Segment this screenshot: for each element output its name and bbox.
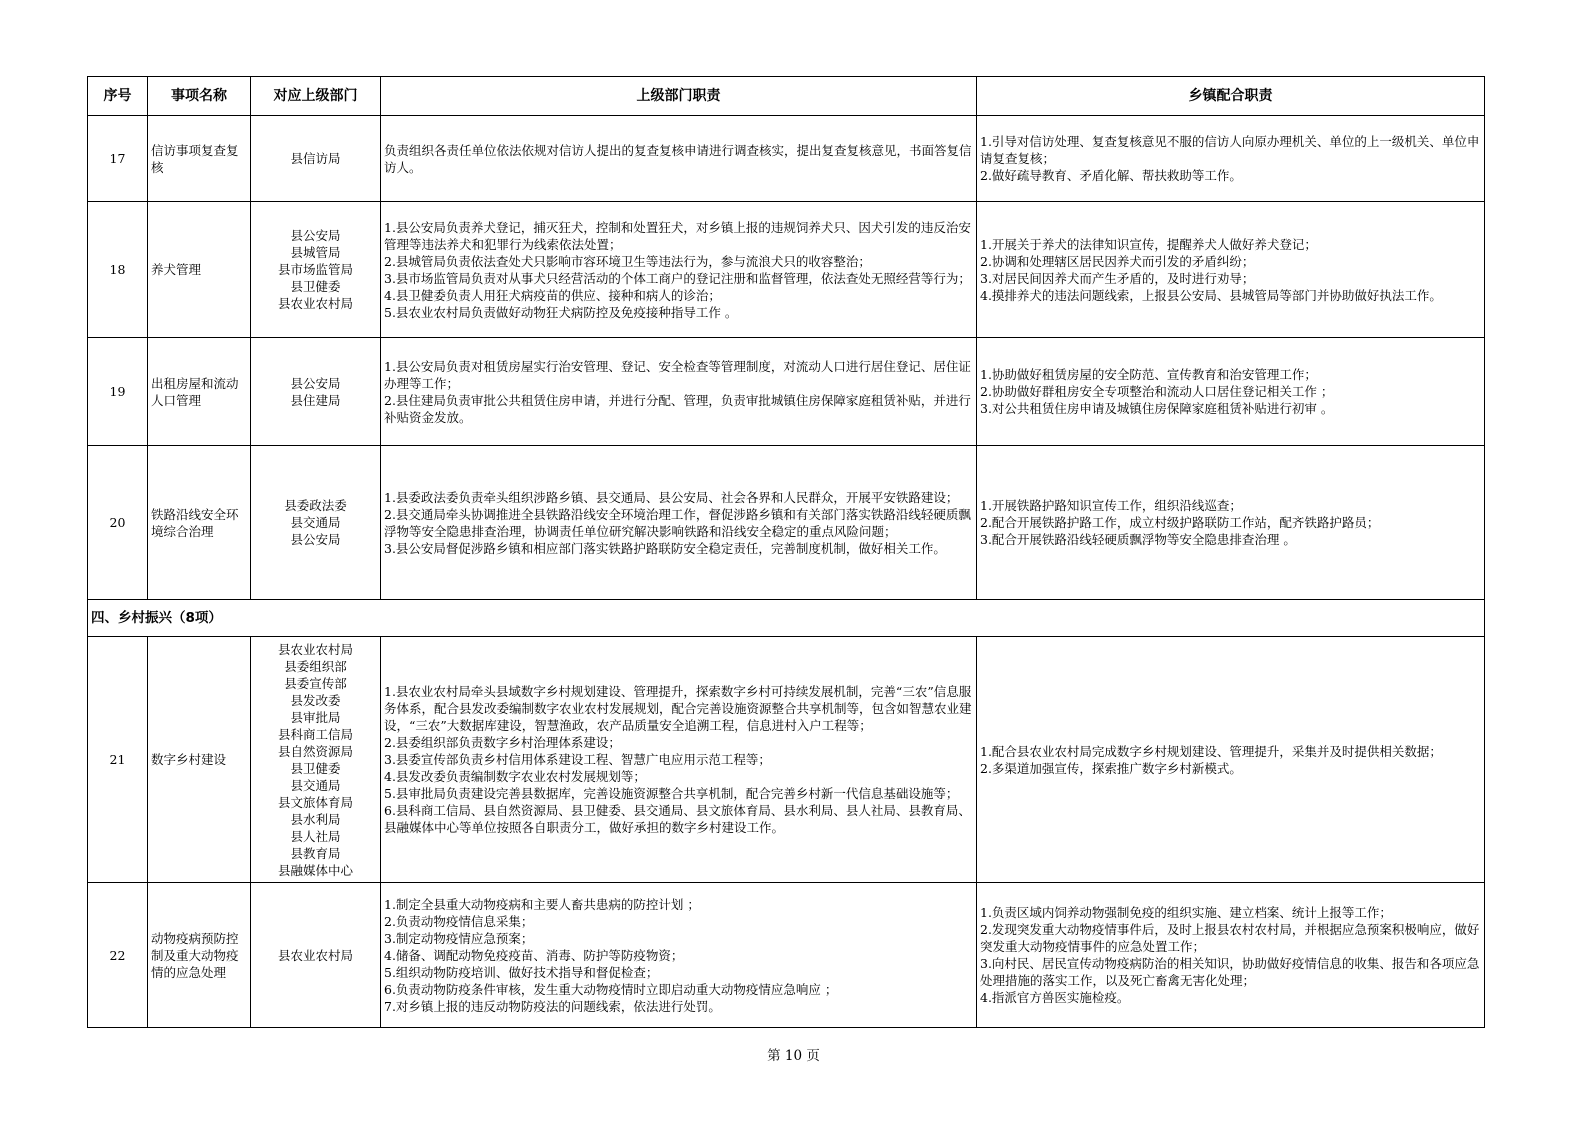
table-row (88, 116, 1485, 202)
duty-cell (381, 637, 977, 883)
dept-name: 县交通局 (290, 777, 341, 793)
dept-name: 县委政法委 (284, 498, 347, 513)
coop-item: 1.协助做好租赁房屋的安全防范、宣传教育和治安管理工作； (980, 367, 1317, 382)
table-body-1 (88, 116, 1485, 600)
coop-item: 2.配合开展铁路护路工作，成立村级护路联防工作站，配齐铁路护路员； (980, 515, 1380, 530)
table-row (88, 637, 1485, 883)
dept-name: 县文旅体育局 (277, 794, 353, 810)
dept-name: 县发改委 (290, 692, 341, 708)
duty-item: 6.县科商工信局、县自然资源局、县卫健委、县交通局、县文旅体育局、县水利局、县人社局、县教育局、县融媒体中心等单位按照各自职责分工，做好承担的数字乡村建设工作。 (384, 803, 971, 835)
row-number: 21 (88, 637, 148, 883)
dept-name: 县交通局 (290, 515, 341, 530)
duty-item: 1.制定全县重大动物疫病和主要人畜共患病的防控计划 ； (384, 896, 700, 912)
duty-item: 2.县交通局牵头协调推进全县铁路沿线安全环境治理工作，督促涉路乡镇和有关部门落实铁路沿线轻硬质飘浮物等安全隐患排查治理，协调责任单位研究解决影响铁路和沿线安全稳定的重点风险问题； (384, 506, 971, 539)
coop-cell (977, 116, 1485, 202)
item-name: 信访事项复查复核 (148, 116, 251, 202)
dept-name: 县水利局 (290, 811, 341, 827)
section-row (88, 600, 1485, 637)
coop-item: 2.协助做好群租房安全专项整治和流动人口居住登记相关工作 ； (980, 384, 1334, 399)
coop-cell (977, 637, 1485, 883)
duty-cell (381, 116, 977, 202)
coop-item: 3.配合开展铁路沿线轻硬质飘浮物等安全隐患排查治理 。 (980, 532, 1296, 547)
section-body (88, 600, 1485, 637)
item-name: 数字乡村建设 (148, 637, 251, 883)
duty-item: 3.县委宣传部负责乡村信用体系建设工程、智慧广电应用示范工程等； (384, 752, 771, 767)
duty-item: 2.县住建局负责审批公共租赁住房申请，并进行分配、管理，负责审批城镇住房保障家庭租赁补贴，并进行补贴资金发放。 (384, 392, 971, 425)
dept-name: 县科商工信局 (277, 726, 353, 742)
duty-item: 1.县委政法委负责牵头组织涉路乡镇、县交通局、县公安局、社会各界和人民群众，开展平安铁路建设； (384, 489, 959, 505)
table-row (88, 202, 1485, 338)
duty-cell (381, 446, 977, 600)
item-name: 动物疫病预防控制及重大动物疫情的应急处理 (148, 883, 251, 1028)
dept-name: 县农业农村局 (277, 641, 353, 657)
duty-item: 1.县公安局负责养犬登记，捕灭狂犬，控制和处置狂犬，对乡镇上报的违规饲养犬只、因犬引发的违反治安管理等违法养犬和犯罪行为线索依法处置； (384, 219, 971, 252)
dept-name: 县城管局 (290, 245, 341, 260)
row-number: 17 (88, 116, 148, 202)
duty-item: 6.负责动物防疫条件审核，发生重大动物疫情时立即启动重大动物疫情应急响应 ； (384, 981, 838, 997)
dept-name: 县住建局 (290, 392, 341, 408)
dept-name: 县委宣传部 (284, 675, 347, 691)
coop-item: 4.指派官方兽医实施检疫。 (980, 990, 1130, 1005)
dept-name: 县卫健委 (290, 279, 341, 294)
duty-cell (381, 883, 977, 1028)
duty-item: 1.县公安局负责对租赁房屋实行治安管理、登记、安全检查等管理制度，对流动人口进行居住登记、居住证办理等工作； (384, 358, 971, 391)
dept-name: 县卫健委 (290, 760, 341, 776)
row-number: 19 (88, 338, 148, 446)
coop-item: 2.多渠道加强宣传，探索推广数字乡村新模式。 (980, 760, 1242, 776)
dept-cell (251, 202, 381, 338)
dept-name: 县委组织部 (284, 658, 347, 674)
dept-name: 县农业农村局 (277, 947, 353, 963)
item-name: 铁路沿线安全环境综合治理 (148, 446, 251, 600)
dept-name: 县信访局 (290, 151, 341, 166)
row-number: 20 (88, 446, 148, 600)
coop-cell (977, 446, 1485, 600)
duty-item: 4.县卫健委负责人用狂犬病疫苗的供应、接种和病人的诊治； (384, 287, 721, 303)
dept-name: 县公安局 (290, 532, 341, 547)
dept-name: 县公安局 (290, 228, 341, 243)
coop-item: 3.对居民间因养犬而产生矛盾的，及时进行劝导； (980, 270, 1255, 286)
row-number: 18 (88, 202, 148, 338)
coop-item: 2.协调和处理辖区居民因养犬而引发的矛盾纠纷； (980, 253, 1255, 269)
duty-item: 5.组织动物防疫培训、做好技术指导和督促检查； (384, 964, 659, 980)
section-title: 四、乡村振兴（8项） (88, 600, 1485, 637)
page-number: 第 10 页 (767, 1048, 820, 1064)
coop-item: 1.配合县农业农村局完成数字乡村规划建设、管理提升，采集并及时提供相关数据； (980, 743, 1442, 759)
coop-cell (977, 202, 1485, 338)
table-row (88, 446, 1485, 600)
dept-cell (251, 116, 381, 202)
coop-cell (977, 338, 1485, 446)
duty-item: 2.县城管局负责依法查处犬只影响市容环境卫生等违法行为，参与流浪犬只的收容整治； (384, 253, 871, 269)
item-name: 出租房屋和流动人口管理 (148, 338, 251, 446)
dept-name: 县农业农村局 (277, 296, 353, 311)
coop-item: 3.对公共租赁住房申请及城镇住房保障家庭租赁补贴进行初审 。 (980, 401, 1334, 416)
duty-item: 2.县委组织部负责数字乡村治理体系建设； (384, 735, 621, 750)
duty-cell (381, 202, 977, 338)
coop-item: 1.负责区域内饲养动物强制免疫的组织实施、建立档案、统计上报等工作； (980, 905, 1392, 920)
header-name: 事项名称 (148, 77, 251, 116)
table-body-2 (88, 637, 1485, 1028)
duty-item: 1.县农业农村局牵头县域数字乡村规划建设、管理提升，探索数字乡村可持续发展机制，完善“三农”信息服务体系，配合县发改委编制数字农业农村发展规划，配合完善设施资源整合共享机制等，包含如智慧农业建设，“三农”大数据库建设，智慧渔政，农产品质量安全追溯工程，信息进村入户工程等； (384, 684, 972, 733)
header-dept: 对应上级部门 (251, 77, 381, 116)
header-duty: 上级部门职责 (381, 77, 977, 116)
duty-cell (381, 338, 977, 446)
dept-name: 县教育局 (290, 845, 341, 861)
header-num: 序号 (88, 77, 148, 116)
dept-name: 县人社局 (290, 828, 341, 844)
duty-item: 3.制定动物疫情应急预案； (384, 930, 534, 946)
dept-cell (251, 338, 381, 446)
table-row (88, 338, 1485, 446)
dept-name: 县市场监管局 (277, 262, 353, 277)
duty-item: 5.县审批局负责建设完善县数据库，完善设施资源整合共享机制，配合完善乡村新一代信息基础设施等； (384, 786, 959, 801)
dept-name: 县审批局 (290, 709, 341, 725)
duty-item: 4.储备、调配动物免疫疫苗、消毒、防护等防疫物资； (384, 947, 684, 963)
duty-item: 3.县公安局督促涉路乡镇和相应部门落实铁路护路联防安全稳定责任，完善制度机制，做好相关工作。 (384, 540, 946, 556)
dept-name: 县自然资源局 (277, 743, 353, 759)
coop-item: 4.摸排养犬的违法问题线索，上报县公安局、县城管局等部门并协助做好执法工作。 (980, 287, 1442, 303)
duty-item: 4.县发改委负责编制数字农业农村发展规划等； (384, 769, 646, 784)
table-row (88, 883, 1485, 1028)
row-number: 22 (88, 883, 148, 1028)
duty-item: 2.负责动物疫情信息采集； (384, 913, 534, 929)
dept-cell (251, 637, 381, 883)
header-coop: 乡镇配合职责 (977, 77, 1485, 116)
duty-item: 7.对乡镇上报的违反动物防疫法的问题线索，依法进行处罚。 (384, 998, 721, 1014)
duty-item: 3.县市场监管局负责对从事犬只经营活动的个体工商户的登记注册和监督管理，依法查处无照经营等行为； (384, 270, 971, 286)
coop-item: 1.开展铁路护路知识宣传工作，组织沿线巡查； (980, 498, 1242, 513)
coop-item: 1.引导对信访处理、复查复核意见不服的信访人向原办理机关、单位的上一级机关、单位申请复查复核； (980, 134, 1480, 166)
coop-cell (977, 883, 1485, 1028)
dept-name: 县融媒体中心 (277, 862, 353, 878)
header-row (88, 77, 1485, 116)
item-name: 养犬管理 (148, 202, 251, 338)
duty-item: 5.县农业农村局负责做好动物狂犬病防控及免疫接种指导工作 。 (384, 304, 738, 320)
dept-cell (251, 446, 381, 600)
dept-name: 县公安局 (290, 375, 341, 391)
dept-cell (251, 883, 381, 1028)
coop-item: 3.向村民、居民宣传动物疫病防治的相关知识，协助做好疫情信息的收集、报告和各项应急处理措施的落实工作，以及死亡畜禽无害化处理； (980, 956, 1480, 988)
coop-item: 1.开展关于养犬的法律知识宣传，提醒养犬人做好养犬登记； (980, 236, 1317, 252)
duty-table (87, 76, 1485, 1028)
duty-item: 负责组织各责任单位依法依规对信访人提出的复查复核申请进行调查核实，提出复查复核意见，书面答复信访人。 (384, 142, 972, 175)
coop-item: 2.发现突发重大动物疫情事件后，及时上报县农村农村局，并根据应急预案积极响应，做好突发重大动物疫情事件的应急处置工作； (980, 922, 1480, 954)
coop-item: 2.做好疏导教育、矛盾化解、帮扶救助等工作。 (980, 168, 1242, 183)
